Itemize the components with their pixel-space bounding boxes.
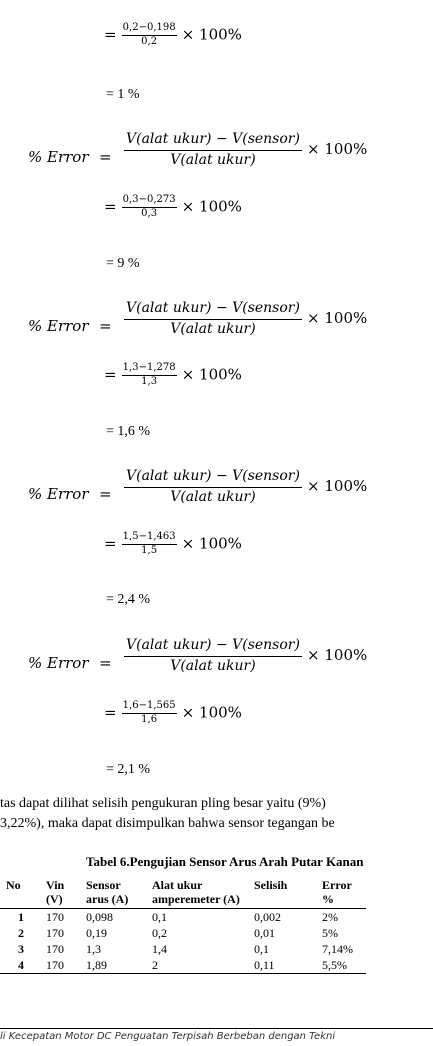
cell-sensor: 1,89	[86, 958, 107, 972]
equals-sign: =	[99, 654, 112, 672]
footer-rule	[0, 1028, 433, 1029]
cell-vin: 170	[46, 926, 64, 940]
cell-error: 5%	[322, 926, 338, 940]
cell-alat-ukur: 0,2	[152, 926, 167, 940]
cell-error: 5,5%	[322, 958, 347, 972]
calc-step-4: = $\frac{1,6-1,565}{1,6}$ × 100%	[104, 700, 242, 725]
numeric-fraction	[122, 531, 177, 557]
numeric-fraction	[122, 22, 177, 48]
col-header-vin: Vin (V)	[46, 878, 65, 906]
cell-sensor: 1,3	[86, 942, 101, 956]
cell-selisih: 0,002	[254, 910, 281, 924]
formula-2	[124, 299, 367, 338]
fraction-numerator: 1,6−1,565	[122, 700, 177, 714]
formula-1	[124, 130, 367, 169]
cell-selisih: 0,01	[254, 926, 275, 940]
result-4: = 2,1 %	[106, 762, 151, 777]
fraction-numerator: 0,2−0,198	[122, 22, 177, 36]
col-header-selisih: Selisih	[254, 878, 288, 892]
times-100-percent: × 100%	[307, 140, 368, 158]
error-label-4: % Error	[28, 654, 89, 672]
equals-sign: =	[99, 148, 112, 166]
formula-fraction	[124, 130, 302, 169]
formula-3	[124, 467, 367, 506]
formula-denominator: V(alat ukur)	[170, 321, 256, 337]
equals-sign: =	[99, 317, 112, 335]
result-2: = 1,6 %	[106, 424, 151, 439]
table-header-row	[0, 876, 366, 909]
calc-step-2: = $\frac{1,3-1,278}{1,3}$ × 100%	[104, 362, 242, 387]
times-100-percent: × 100%	[307, 309, 368, 327]
table-row	[0, 957, 366, 974]
times-100-percent: × 100%	[181, 365, 242, 384]
data-table	[0, 876, 366, 974]
formula-denominator: V(alat ukur)	[170, 489, 256, 505]
paragraph-line-1: tas dapat dilihat selisih pengukuran pling besar yaitu (9%)	[0, 796, 326, 811]
formula-denominator: V(alat ukur)	[170, 658, 256, 674]
cell-selisih: 0,1	[254, 942, 269, 956]
table-row	[0, 925, 366, 941]
times-100-percent: × 100%	[181, 25, 242, 44]
col-header-error: Error %	[322, 878, 352, 906]
equals-sign: =	[99, 485, 112, 503]
error-label-1: % Error	[28, 148, 89, 166]
error-label-2: % Error	[28, 317, 89, 335]
result-3: = 2,4 %	[106, 592, 151, 607]
formula-denominator: V(alat ukur)	[170, 152, 256, 168]
fraction-denominator: 1,6	[141, 714, 158, 725]
cell-vin: 170	[46, 942, 64, 956]
times-100-percent: × 100%	[181, 534, 242, 553]
fraction-numerator: 0,3−0,273	[122, 194, 177, 208]
cell-no: 2	[18, 926, 24, 940]
cell-sensor: 0,098	[86, 910, 113, 924]
cell-no: 4	[18, 958, 24, 972]
cell-vin: 170	[46, 958, 64, 972]
col-header-no: No	[6, 878, 21, 892]
formula-numerator: V(alat ukur) − V(sensor)	[124, 299, 302, 320]
cell-no: 1	[18, 910, 24, 924]
numeric-fraction	[122, 700, 177, 726]
formula-numerator: V(alat ukur) − V(sensor)	[124, 636, 302, 657]
table-caption: Tabel 6.Pengujian Sensor Arus Arah Putar Kanan	[86, 854, 364, 869]
times-100-percent: × 100%	[181, 197, 242, 216]
formula-fraction	[124, 636, 302, 675]
fraction-numerator: 1,3−1,278	[122, 362, 177, 376]
fraction-denominator: 1,3	[141, 376, 158, 387]
times-100-percent: × 100%	[307, 477, 368, 495]
table-row	[0, 941, 366, 957]
result-0: = 1 %	[106, 87, 140, 102]
cell-selisih: 0,11	[254, 958, 275, 972]
cell-alat-ukur: 1,4	[152, 942, 167, 956]
cell-error: 7,14%	[322, 942, 353, 956]
col-header-alat-ukur: Alat ukur amperemeter (A)	[152, 878, 240, 906]
cell-vin: 170	[46, 910, 64, 924]
formula-fraction	[124, 299, 302, 338]
fraction-denominator: 0,2	[141, 36, 158, 47]
cell-alat-ukur: 2	[152, 958, 158, 972]
cell-error: 2%	[322, 910, 338, 924]
formula-4	[124, 636, 367, 675]
paragraph-line-2: 3,22%), maka dapat disimpulkan bahwa sensor tegangan be	[0, 816, 335, 831]
formula-numerator: V(alat ukur) − V(sensor)	[124, 467, 302, 488]
numeric-fraction	[122, 362, 177, 388]
result-1: = 9 %	[106, 256, 140, 271]
cell-alat-ukur: 0,1	[152, 910, 167, 924]
calc-step-0: = $\frac{0,2-0,198}{0,2}$ × 100%	[104, 22, 242, 47]
formula-fraction	[124, 467, 302, 506]
formula-numerator: V(alat ukur) − V(sensor)	[124, 130, 302, 151]
times-100-percent: × 100%	[307, 646, 368, 664]
calc-step-1: = $\frac{0,3-0,273}{0,3}$ × 100%	[104, 194, 242, 219]
page-footer: li Kecepatan Motor DC Penguatan Terpisah Berbeban dengan Tekni	[0, 1031, 336, 1042]
cell-sensor: 0,19	[86, 926, 107, 940]
error-label-3: % Error	[28, 485, 89, 503]
fraction-denominator: 0,3	[141, 208, 158, 219]
numeric-fraction	[122, 194, 177, 220]
cell-no: 3	[18, 942, 24, 956]
calc-step-3: = $\frac{1,5-1,463}{1,5}$ × 100%	[104, 531, 242, 556]
col-header-sensor: Sensor arus (A)	[86, 878, 129, 906]
fraction-numerator: 1,5−1,463	[122, 531, 177, 545]
fraction-denominator: 1,5	[141, 545, 158, 556]
times-100-percent: × 100%	[181, 703, 242, 722]
table-row	[0, 909, 366, 926]
